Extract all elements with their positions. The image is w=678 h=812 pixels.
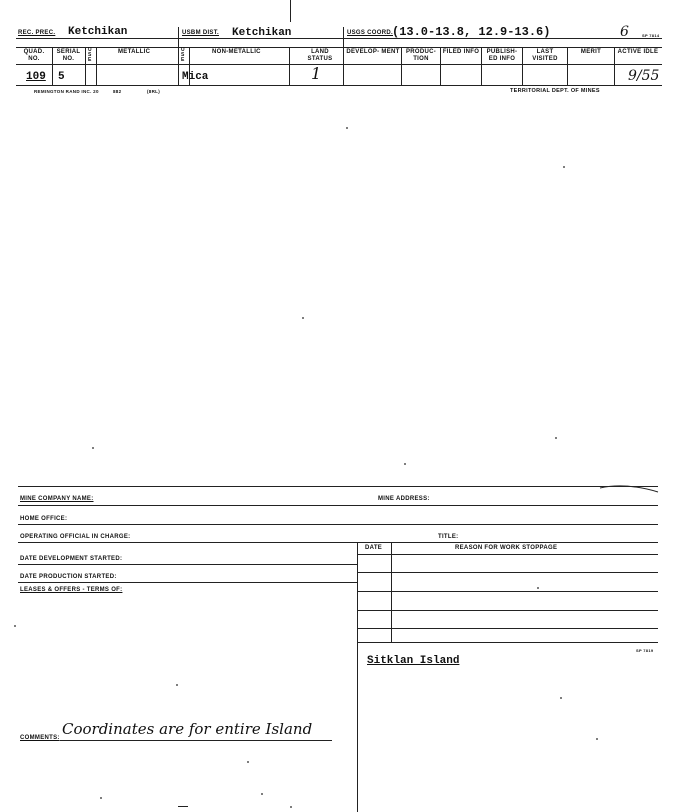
corner-stroke <box>598 480 660 496</box>
col-divider <box>178 27 179 85</box>
metallic-label: METALLIC <box>118 49 151 55</box>
nonmetallic-label: NON-METALLIC <box>212 49 261 55</box>
use-label-metallic: U S E <box>88 47 92 63</box>
row-rule <box>18 564 357 565</box>
stoppage-row <box>357 572 658 573</box>
quad-label: QUAD. NO. <box>23 49 45 62</box>
bottom-mark <box>178 806 188 807</box>
stoppage-row <box>357 610 658 611</box>
active-idle-label: ACTIVE IDLE <box>617 49 659 55</box>
comments-label: COMMENTS: <box>20 735 60 741</box>
speck <box>302 317 304 319</box>
production-label: PRODUC- TION <box>405 49 437 62</box>
published-info-label: PUBLISH- ED INFO <box>486 49 518 62</box>
land-status-value: 1 <box>311 64 322 83</box>
usbm-dist-label: USBM DIST. <box>182 30 220 36</box>
stoppage-row <box>357 591 658 592</box>
col-divider <box>96 47 97 85</box>
row-rule <box>18 505 658 506</box>
speck <box>14 625 16 627</box>
use-label-nonmetallic: U S E <box>181 47 185 63</box>
reason-label: REASON FOR WORK STOPPAGE <box>455 545 558 551</box>
row-rule <box>18 524 658 525</box>
nonmetallic-value: Mica <box>182 71 209 83</box>
last-visited-label: LAST VISITED <box>532 49 558 62</box>
speck <box>563 166 565 168</box>
footer-code-2: (8RL) <box>147 89 160 94</box>
speck <box>560 697 562 699</box>
subheader-row-bottom <box>16 64 662 65</box>
registration-tick <box>290 0 291 22</box>
usbm-dist-value: Ketchikan <box>232 27 292 39</box>
speck <box>92 447 94 449</box>
form-code-bottom: SP 7819 <box>636 648 654 653</box>
prod-started-label: DATE PRODUCTION STARTED: <box>20 574 117 580</box>
comments-rule <box>60 740 332 741</box>
serial-label: SERIAL NO. <box>56 49 81 62</box>
footer-right: TERRITORIAL DEPT. OF MINES <box>510 88 600 94</box>
date-label: DATE <box>365 545 383 551</box>
usgs-coord-label: USGS COORD. <box>347 30 393 36</box>
stoppage-row <box>357 554 658 555</box>
stoppage-row <box>357 628 658 629</box>
stoppage-row <box>357 642 658 643</box>
speck <box>404 463 406 465</box>
header-row-divider <box>16 38 662 39</box>
rec-prec-label: REC. PREC. <box>18 30 56 36</box>
speck <box>247 761 249 763</box>
rec-prec-value: Ketchikan <box>68 26 128 38</box>
leases-label: LEASES & OFFERS - TERMS OF: <box>20 587 123 593</box>
quad-value: 109 <box>26 71 46 83</box>
speck <box>346 127 348 129</box>
speck <box>596 738 598 740</box>
subheader-row-top <box>16 47 662 48</box>
row-rule <box>18 542 658 543</box>
card-top-rule <box>18 486 658 487</box>
dev-started-label: DATE DEVELOPMENT STARTED: <box>20 556 123 562</box>
speck <box>555 437 557 439</box>
data-row-bottom <box>16 85 662 86</box>
comments-value: Coordinates are for entire Island <box>62 720 313 738</box>
speck <box>261 793 263 795</box>
mine-company-label: MINE COMPANY NAME: <box>20 496 94 502</box>
active-idle-value: 9/55 <box>628 68 660 84</box>
col-divider <box>85 47 86 85</box>
speck <box>176 684 178 686</box>
row-rule <box>18 582 357 583</box>
col-divider <box>289 47 290 85</box>
mine-address-label: MINE ADDRESS: <box>378 496 430 502</box>
usgs-coord-value: (13.0-13.8, 12.9-13.6) <box>392 25 551 39</box>
home-office-label: HOME OFFICE: <box>20 516 68 522</box>
center-divider <box>357 542 358 812</box>
form-code: SP 7814 <box>642 33 660 38</box>
date-col-divider <box>391 542 392 642</box>
develop-label: DEVELOP- MENT <box>346 49 400 55</box>
merit-label: MERIT <box>580 49 602 55</box>
footer-code-1: 882 <box>113 89 122 94</box>
col-divider <box>343 27 344 85</box>
top-right-mark: 6 <box>620 24 629 40</box>
land-status-label: LAND STATUS <box>307 49 333 62</box>
filed-info-label: FILED INFO <box>442 49 480 55</box>
footer-left: REMINGTON RAND INC. 20 <box>34 89 99 94</box>
speck <box>100 797 102 799</box>
operating-official-label: OPERATING OFFICIAL IN CHARGE: <box>20 534 131 540</box>
speck <box>290 806 292 808</box>
property-name: Sitklan Island <box>367 655 460 667</box>
speck <box>537 587 539 589</box>
title-label: TITLE: <box>438 534 459 540</box>
serial-value: 5 <box>58 71 65 83</box>
